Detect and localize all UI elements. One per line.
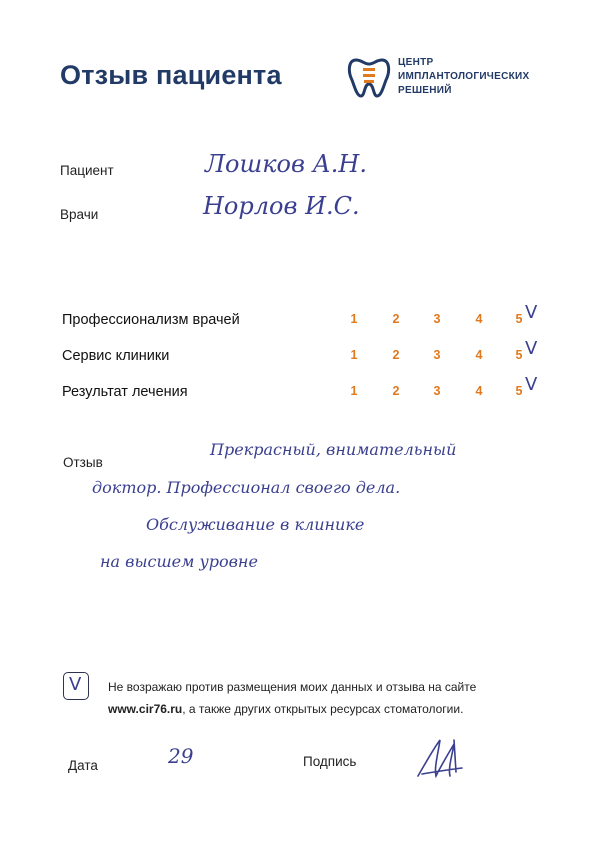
rating-option-2[interactable]: 2: [392, 312, 400, 326]
rating-option-5[interactable]: 5: [515, 312, 523, 326]
consent-line2-rest: , а также других открытых ресурсах стоматологии.: [182, 702, 464, 716]
clinic-logo-icon: [346, 54, 392, 100]
review-line: Прекрасный, внимательный: [210, 440, 457, 459]
rating-option-2[interactable]: 2: [392, 384, 400, 398]
rating-option-3[interactable]: 3: [433, 348, 441, 362]
rating-option-1[interactable]: 1: [350, 384, 358, 398]
rating-option-4[interactable]: 4: [475, 312, 483, 326]
review-line: доктор. Профессионал своего дела.: [92, 478, 401, 497]
signature-label: Подпись: [303, 754, 357, 769]
review-line: на высшем уровне: [100, 552, 258, 571]
consent-line1: Не возражаю против размещения моих данных и отзыва на сайте: [108, 680, 477, 694]
rating-option-3[interactable]: 3: [433, 312, 441, 326]
rating-option-2[interactable]: 2: [392, 348, 400, 362]
consent-site-link[interactable]: www.cir76.ru: [108, 702, 183, 716]
rating-option-5[interactable]: 5: [515, 384, 523, 398]
rating-check-mark: V: [525, 302, 538, 323]
review-label: Отзыв: [63, 455, 103, 470]
doctors-label: Врачи: [60, 207, 99, 222]
logo-text: [398, 56, 529, 98]
rating-check-mark: V: [525, 338, 538, 359]
rating-label: Результат лечения: [62, 384, 188, 400]
patient-value[interactable]: Лошков А.Н.: [205, 150, 367, 178]
consent-line2: [108, 698, 548, 720]
date-value[interactable]: 29: [168, 744, 194, 768]
logo-line1: ЦЕНТР: [398, 57, 434, 68]
rating-option-5[interactable]: 5: [515, 348, 523, 362]
rating-check-mark: V: [525, 374, 538, 395]
rating-option-1[interactable]: 1: [350, 312, 358, 326]
doctors-value[interactable]: Норлов И.С.: [203, 192, 360, 220]
logo-line2: ИМПЛАНТОЛОГИЧЕСКИХ: [398, 71, 530, 82]
signature-icon[interactable]: [412, 732, 468, 782]
rating-label: Профессионализм врачей: [62, 312, 240, 328]
patient-label: Пациент: [60, 163, 114, 178]
consent-text: [108, 676, 548, 720]
rating-option-3[interactable]: 3: [433, 384, 441, 398]
rating-option-4[interactable]: 4: [475, 348, 483, 362]
rating-label: Сервис клиники: [62, 348, 170, 364]
date-label: Дата: [68, 758, 98, 773]
consent-check-mark: V: [69, 674, 82, 695]
review-line: Обслуживание в клинике: [146, 515, 365, 534]
rating-option-4[interactable]: 4: [475, 384, 483, 398]
rating-option-1[interactable]: 1: [350, 348, 358, 362]
logo-line3: РЕШЕНИЙ: [398, 85, 452, 96]
page-title: Отзыв пациента: [60, 60, 282, 90]
